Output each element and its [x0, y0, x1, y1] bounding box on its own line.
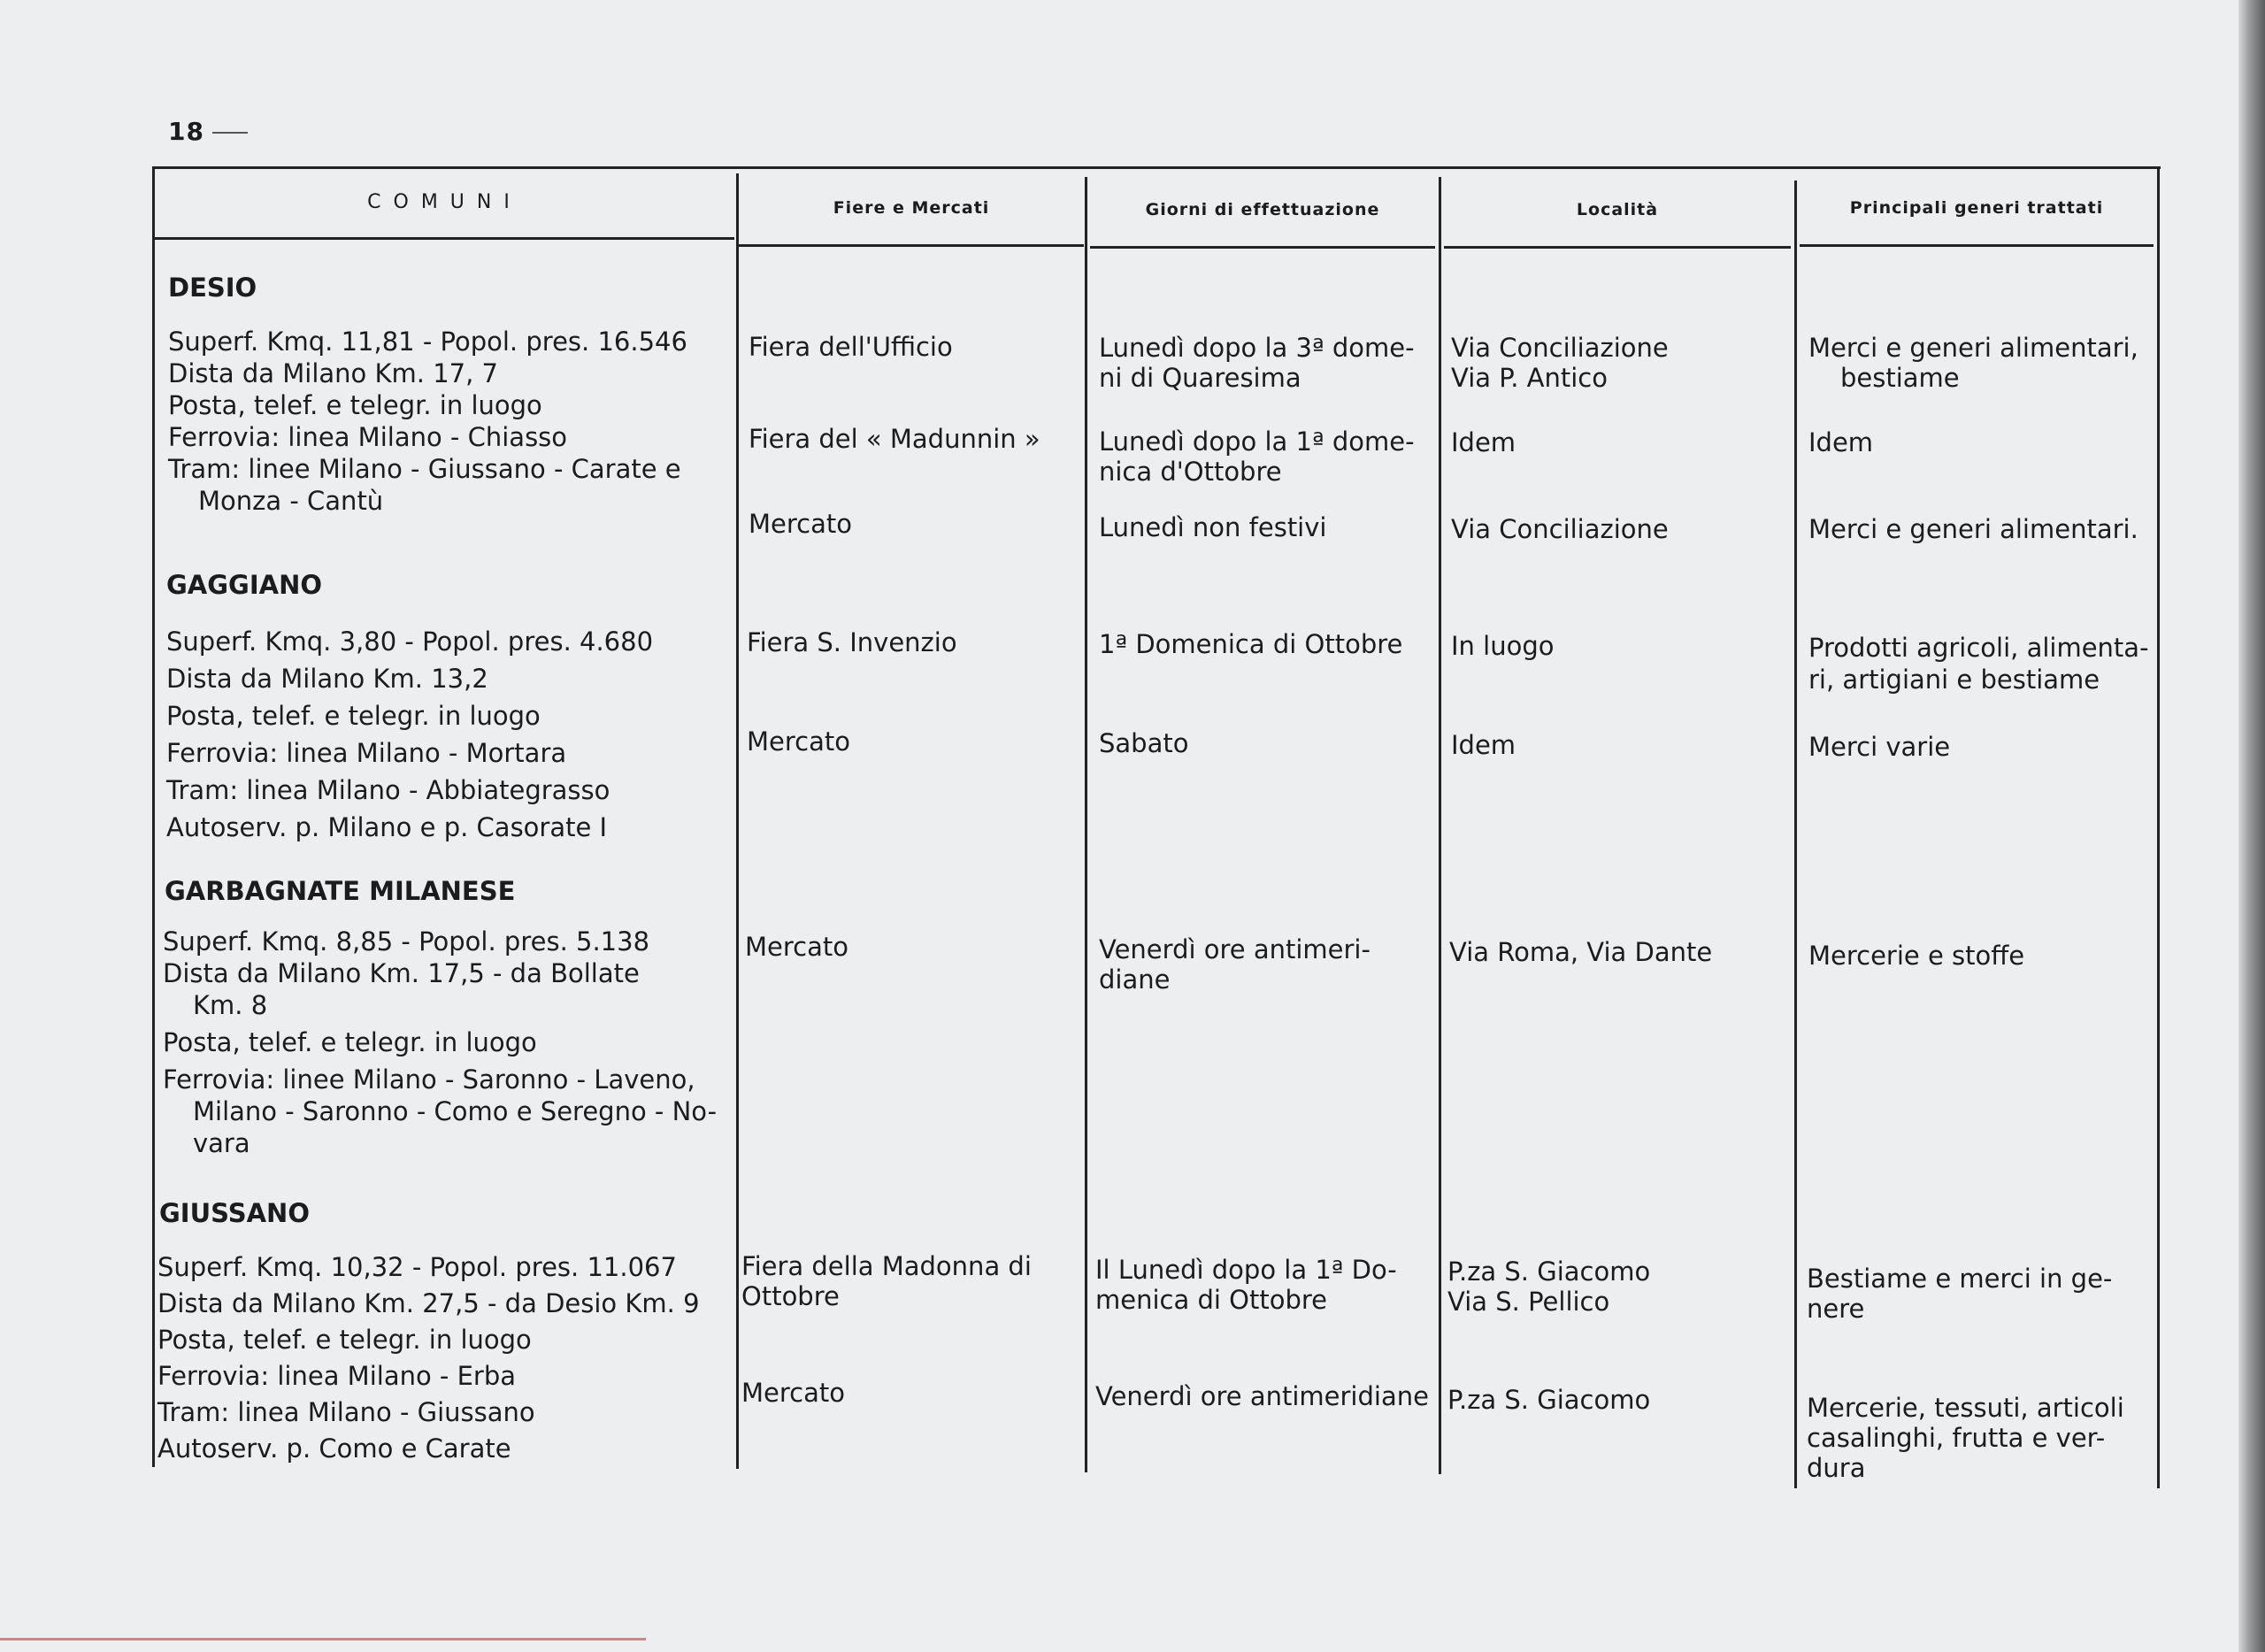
- header-rule-4: [1444, 246, 1791, 249]
- detail-line: Tram: linee Milano - Giussano - Carate e: [168, 454, 681, 484]
- bottom-rule: [0, 1638, 646, 1640]
- header-comuni: COMUNI: [367, 191, 522, 213]
- detail-line: Tram: linea Milano - Abbiategrasso: [166, 775, 610, 805]
- detail-line: Superf. Kmq. 8,85 - Popol. pres. 5.138: [163, 926, 650, 957]
- comune-name-gaggiano: GAGGIANO: [166, 570, 323, 600]
- generi-entry: Merci e generi alimentari.: [1808, 514, 2138, 544]
- detail-line: Ferrovia: linea Milano - Chiasso: [168, 422, 568, 452]
- mercato-entry: Mercato: [745, 932, 848, 962]
- comune-details-garbagnate: [163, 926, 717, 1159]
- header-rule-1: [155, 237, 734, 240]
- detail-line: Tram: linea Milano - Giussano: [157, 1397, 535, 1427]
- giorni-entry: Il Lunedì dopo la 1ª Do- menica di Ottobre: [1095, 1255, 1397, 1315]
- giorni-entry: Sabato: [1099, 728, 1189, 758]
- detail-line: Superf. Kmq. 11,81 - Popol. pres. 16.546: [168, 327, 687, 357]
- detail-line: Km. 8: [193, 990, 268, 1020]
- giorni-entry: Lunedì dopo la 1ª dome- nica d'Ottobre: [1099, 426, 1415, 487]
- detail-line: vara: [193, 1128, 250, 1158]
- detail-line: Ferrovia: linee Milano - Saronno - Laveno,: [163, 1064, 695, 1095]
- header-rule-3: [1090, 246, 1435, 249]
- detail-line: Milano - Saronno - Como e Seregno - No-: [193, 1096, 718, 1126]
- localita-entry: Via Conciliazione: [1451, 514, 1669, 544]
- localita-entry: Idem: [1451, 427, 1516, 457]
- generi-entry: Prodotti agricoli, alimenta- ri, artigiani e bestiame: [1808, 633, 2149, 695]
- column-divider-1: [736, 173, 739, 1469]
- generi-entry: Mercerie e stoffe: [1808, 941, 2025, 971]
- header-localita: Località: [1576, 200, 1659, 219]
- comune-name-giussano: GIUSSANO: [159, 1198, 310, 1228]
- page-edge-shadow: [2238, 0, 2265, 1652]
- detail-line: Dista da Milano Km. 17, 7: [168, 358, 498, 388]
- detail-line: Ferrovia: linea Milano - Erba: [157, 1361, 517, 1391]
- table-top-border: [152, 166, 2161, 169]
- generi-entry: Merci e generi alimentari, bestiame: [1808, 333, 2138, 393]
- localita-entry: Idem: [1451, 730, 1516, 760]
- comune-details-giussano: [157, 1249, 700, 1467]
- detail-line: Superf. Kmq. 3,80 - Popol. pres. 4.680: [166, 626, 654, 657]
- localita-entry: Via Conciliazione Via P. Antico: [1451, 333, 1669, 393]
- detail-line: Dista da Milano Km. 17,5 - da Bollate: [163, 958, 640, 988]
- fiera-entry: Fiera dell'Ufficio: [749, 332, 953, 362]
- detail-line: Autoserv. p. Milano e p. Casorate I: [166, 812, 608, 842]
- localita-entry: Via Roma, Via Dante: [1449, 937, 1713, 967]
- table-right-border: [2157, 168, 2160, 1488]
- giorni-entry: 1ª Domenica di Ottobre: [1099, 629, 1403, 659]
- detail-line: Posta, telef. e telegr. in luogo: [157, 1325, 532, 1355]
- detail-line: Ferrovia: linea Milano - Mortara: [166, 738, 567, 768]
- column-divider-4: [1794, 181, 1797, 1488]
- detail-line: Dista da Milano Km. 13,2: [166, 664, 488, 694]
- localita-entry: In luogo: [1451, 631, 1555, 661]
- header-giorni: Giorni di effettuazione: [1145, 200, 1380, 219]
- giorni-entry: Lunedì non festivi: [1099, 512, 1327, 542]
- generi-entry: Merci varie: [1808, 732, 1951, 762]
- page-number-dash: [212, 132, 248, 134]
- detail-line: Monza - Cantù: [198, 486, 384, 516]
- fiera-entry: Fiera del « Madunnin »: [749, 424, 1040, 454]
- detail-line: Superf. Kmq. 10,32 - Popol. pres. 11.067: [157, 1252, 677, 1282]
- detail-line: Posta, telef. e telegr. in luogo: [168, 390, 542, 420]
- localita-entry: P.za S. Giacomo Via S. Pellico: [1447, 1256, 1651, 1317]
- column-divider-3: [1439, 177, 1441, 1474]
- giorni-entry: Lunedì dopo la 3ª dome- ni di Quaresima: [1099, 333, 1415, 393]
- header-rule-2: [739, 244, 1084, 247]
- fiera-entry: Fiera S. Invenzio: [747, 627, 957, 657]
- header-generi: Principali generi trattati: [1849, 198, 2104, 218]
- header-fiere: Fiere e Mercati: [833, 198, 990, 218]
- mercato-entry: Mercato: [741, 1378, 845, 1408]
- mercato-entry: Mercato: [749, 509, 852, 539]
- page-number: 18: [168, 117, 204, 146]
- detail-line: Autoserv. p. Como e Carate: [157, 1433, 511, 1464]
- generi-entry: Mercerie, tessuti, articoli casalinghi, frutta e ver- dura: [1807, 1393, 2124, 1483]
- detail-line: Posta, telef. e telegr. in luogo: [166, 701, 541, 731]
- table-left-border: [152, 166, 155, 1467]
- generi-entry: Bestiame e merci in ge- nere: [1807, 1264, 2113, 1324]
- localita-entry: P.za S. Giacomo: [1447, 1385, 1651, 1415]
- generi-entry: Idem: [1808, 427, 1874, 457]
- fiera-entry: Fiera della Madonna di Ottobre: [741, 1251, 1032, 1311]
- comune-name-garbagnate: GARBAGNATE MILANESE: [165, 876, 516, 906]
- giorni-entry: Venerdì ore antimeridiane: [1095, 1381, 1429, 1411]
- comune-details-gaggiano: [166, 623, 653, 846]
- column-divider-2: [1085, 177, 1087, 1472]
- header-rule-5: [1800, 244, 2154, 247]
- giorni-entry: Venerdì ore antimeri- diane: [1099, 934, 1371, 995]
- mercato-entry: Mercato: [747, 726, 850, 757]
- detail-line: Dista da Milano Km. 27,5 - da Desio Km. 9: [157, 1288, 700, 1318]
- detail-line: Posta, telef. e telegr. in luogo: [163, 1027, 537, 1057]
- comune-name-desio: DESIO: [168, 273, 257, 303]
- comune-details-desio: [168, 326, 718, 517]
